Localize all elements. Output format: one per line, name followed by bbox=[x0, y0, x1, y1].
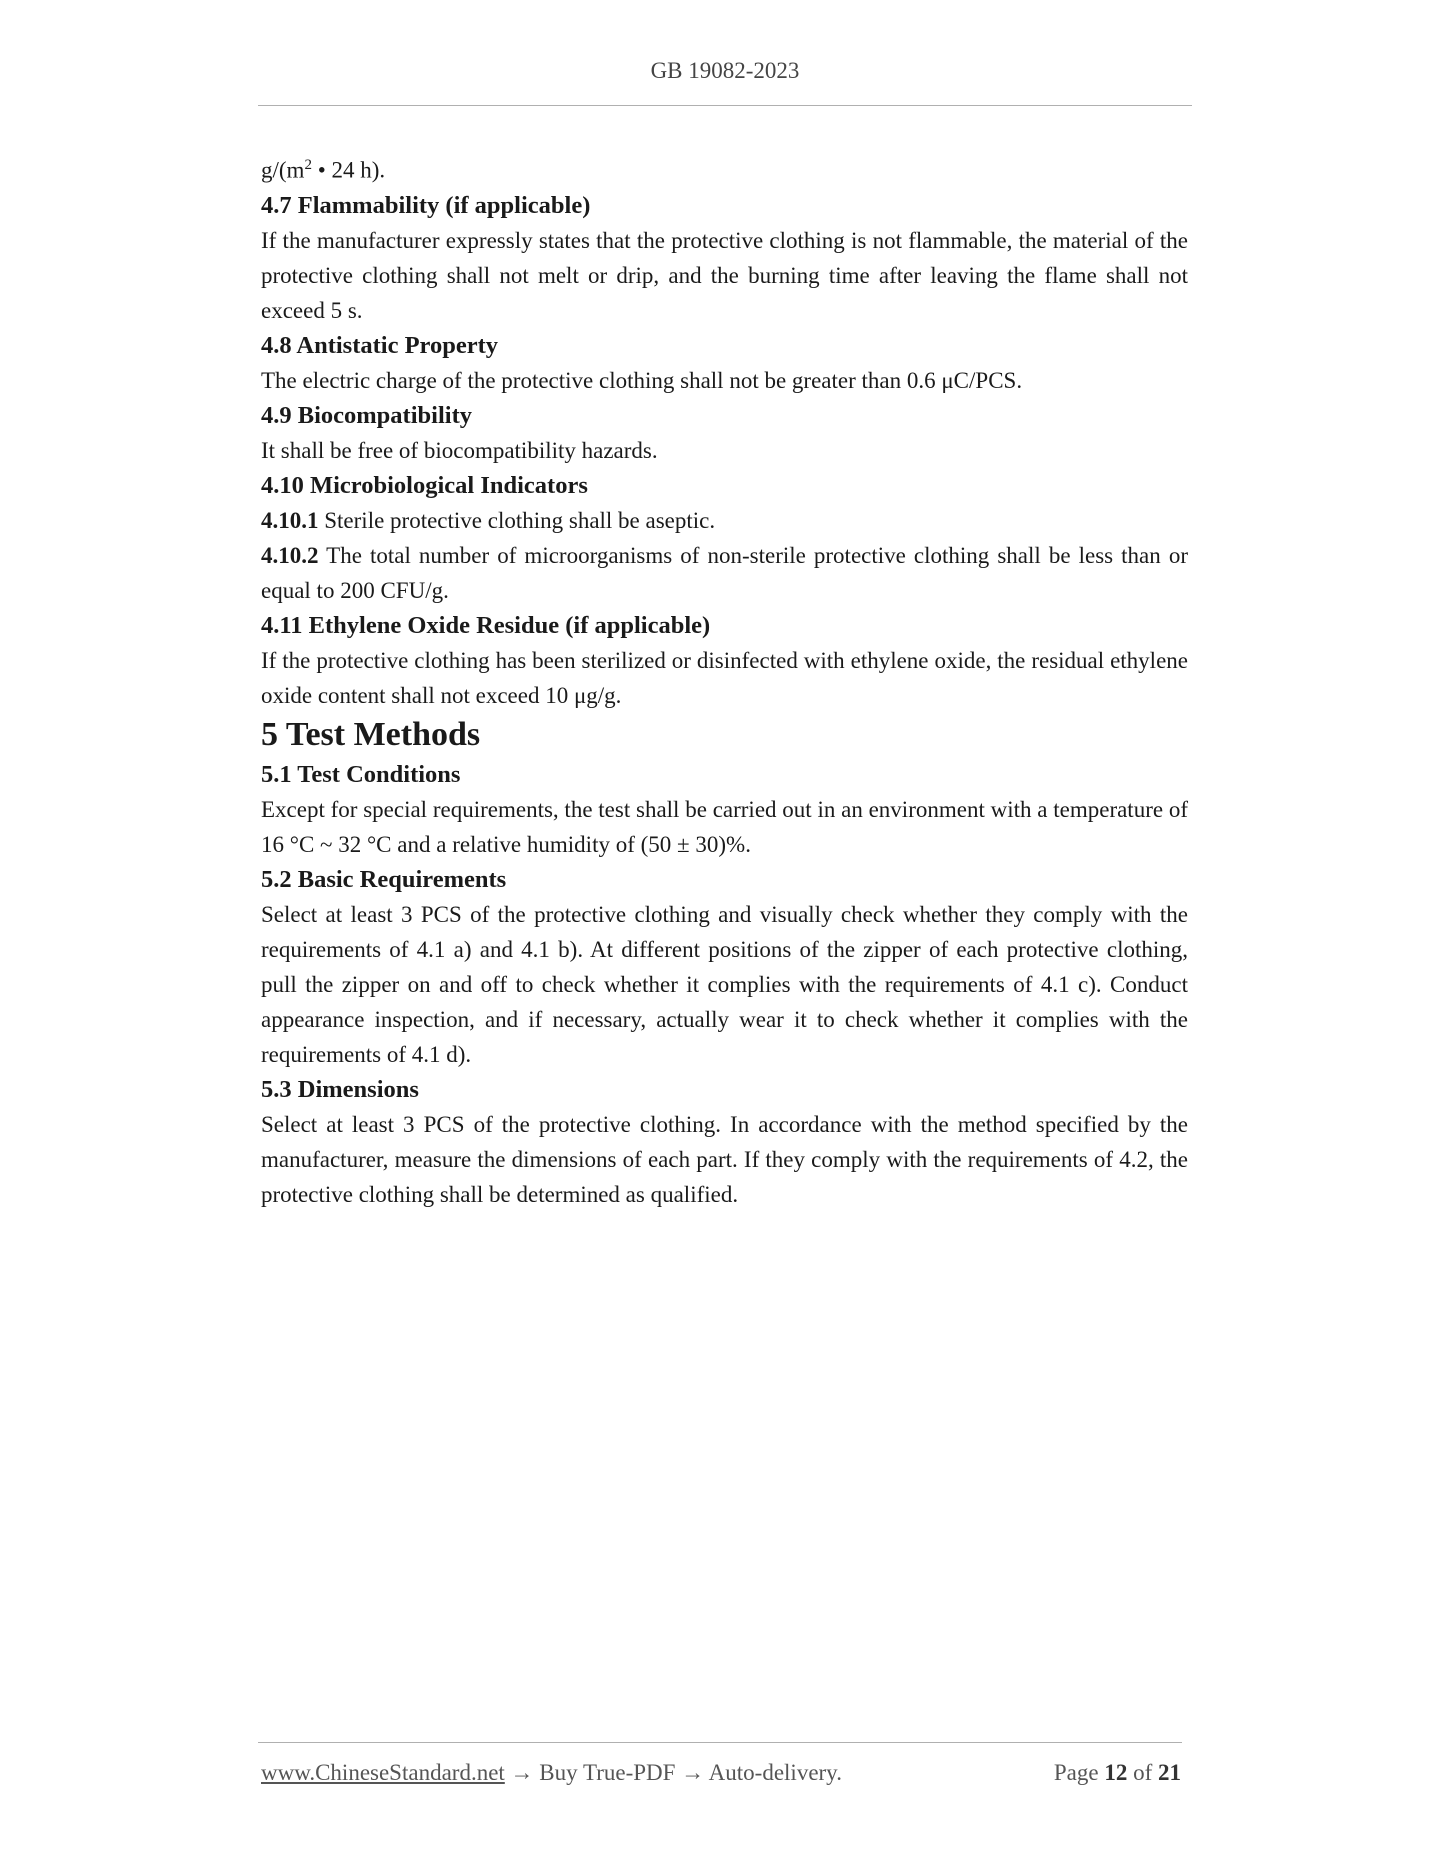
section-text-4-11: If the protective clothing has been sterilized or disinfected with ethylene oxide, the residual ethylene oxide content shall not exceed 10 μg/g. bbox=[261, 647, 1188, 708]
clause-number: 4.10.2 bbox=[261, 542, 319, 568]
page-content bbox=[261, 148, 1188, 1212]
clause-number: 4.10.1 bbox=[261, 507, 319, 533]
current-page: 12 bbox=[1104, 1760, 1128, 1785]
section-heading-4-9: 4.9 Biocompatibility bbox=[261, 401, 472, 429]
clause-text: Sterile protective clothing shall be aseptic. bbox=[318, 507, 716, 533]
header-divider bbox=[258, 105, 1192, 106]
arrow-right-icon: → bbox=[681, 1760, 705, 1785]
section-heading-4-11: 4.11 Ethylene Oxide Residue (if applicable) bbox=[261, 611, 711, 639]
page-indicator: Page 12 of 21 bbox=[1053, 1760, 1181, 1785]
section-text-5-3: Select at least 3 PCS of the protective clothing. In accordance with the method specified by the manufacturer, measure the dimensions of each part. If they comply with the requirements of 4.2, the protective clothing shall be determined as qualified. bbox=[261, 1111, 1188, 1207]
section-text-4-9: It shall be free of biocompatibility hazards. bbox=[261, 437, 658, 463]
section-text-4-7: If the manufacturer expressly states that the protective clothing is not flammable, the material of the protective clothing shall not melt or drip, and the burning time after leaving the flame shall not exceed 5 s. bbox=[261, 227, 1188, 323]
section-heading-5-3: 5.3 Dimensions bbox=[261, 1075, 419, 1103]
delivery-text: Auto-delivery. bbox=[704, 1760, 842, 1785]
clause-text: The total number of microorganisms of non-sterile protective clothing shall be less than or equal to 200 CFU/g. bbox=[261, 542, 1188, 603]
section-heading-5-2: 5.2 Basic Requirements bbox=[261, 865, 507, 893]
section-heading-4-10: 4.10 Microbiological Indicators bbox=[261, 471, 588, 499]
footer-divider bbox=[258, 1742, 1182, 1743]
section-heading-5-1: 5.1 Test Conditions bbox=[261, 760, 461, 788]
footer-promo bbox=[261, 1756, 842, 1790]
section-text-5-2: Select at least 3 PCS of the protective clothing and visually check whether they comply with the requirements of 4.1 a) and 4.1 b). At different positions of the zipper of each protective clothing, pull the zipper on and off to check whether it complies with the requirements of 4.1 c). Conduct appearance inspection, and if necessary, actually wear it to check whether it complies with the requirements of 4.1 d). bbox=[261, 901, 1188, 1067]
arrow-right-icon: → bbox=[510, 1760, 534, 1785]
section-text-5-1: Except for special requirements, the test shall be carried out in an environment with a temperature of 16 °C ~ 32 °C and a relative humidity of (50 ± 30)%. bbox=[261, 796, 1188, 857]
superscript: 2 bbox=[304, 157, 312, 173]
clause-4-10-2 bbox=[261, 538, 1188, 608]
website-link[interactable]: www.ChineseStandard.net bbox=[261, 1760, 505, 1785]
buy-text: Buy True-PDF bbox=[533, 1760, 682, 1785]
total-pages: 21 bbox=[1158, 1760, 1181, 1785]
section-text-4-8: The electric charge of the protective clothing shall not be greater than 0.6 μC/PCS. bbox=[261, 367, 1023, 393]
clause-4-10-1 bbox=[261, 503, 1188, 538]
document-header: GB 19082-2023 bbox=[650, 58, 800, 83]
chapter-heading-5: 5 Test Methods bbox=[261, 715, 481, 753]
section-heading-4-8: 4.8 Antistatic Property bbox=[261, 331, 499, 359]
continuation-fragment: $g/(m^2$ • 24 h). bbox=[261, 157, 386, 183]
section-heading-4-7: 4.7 Flammability (if applicable) bbox=[261, 191, 591, 219]
